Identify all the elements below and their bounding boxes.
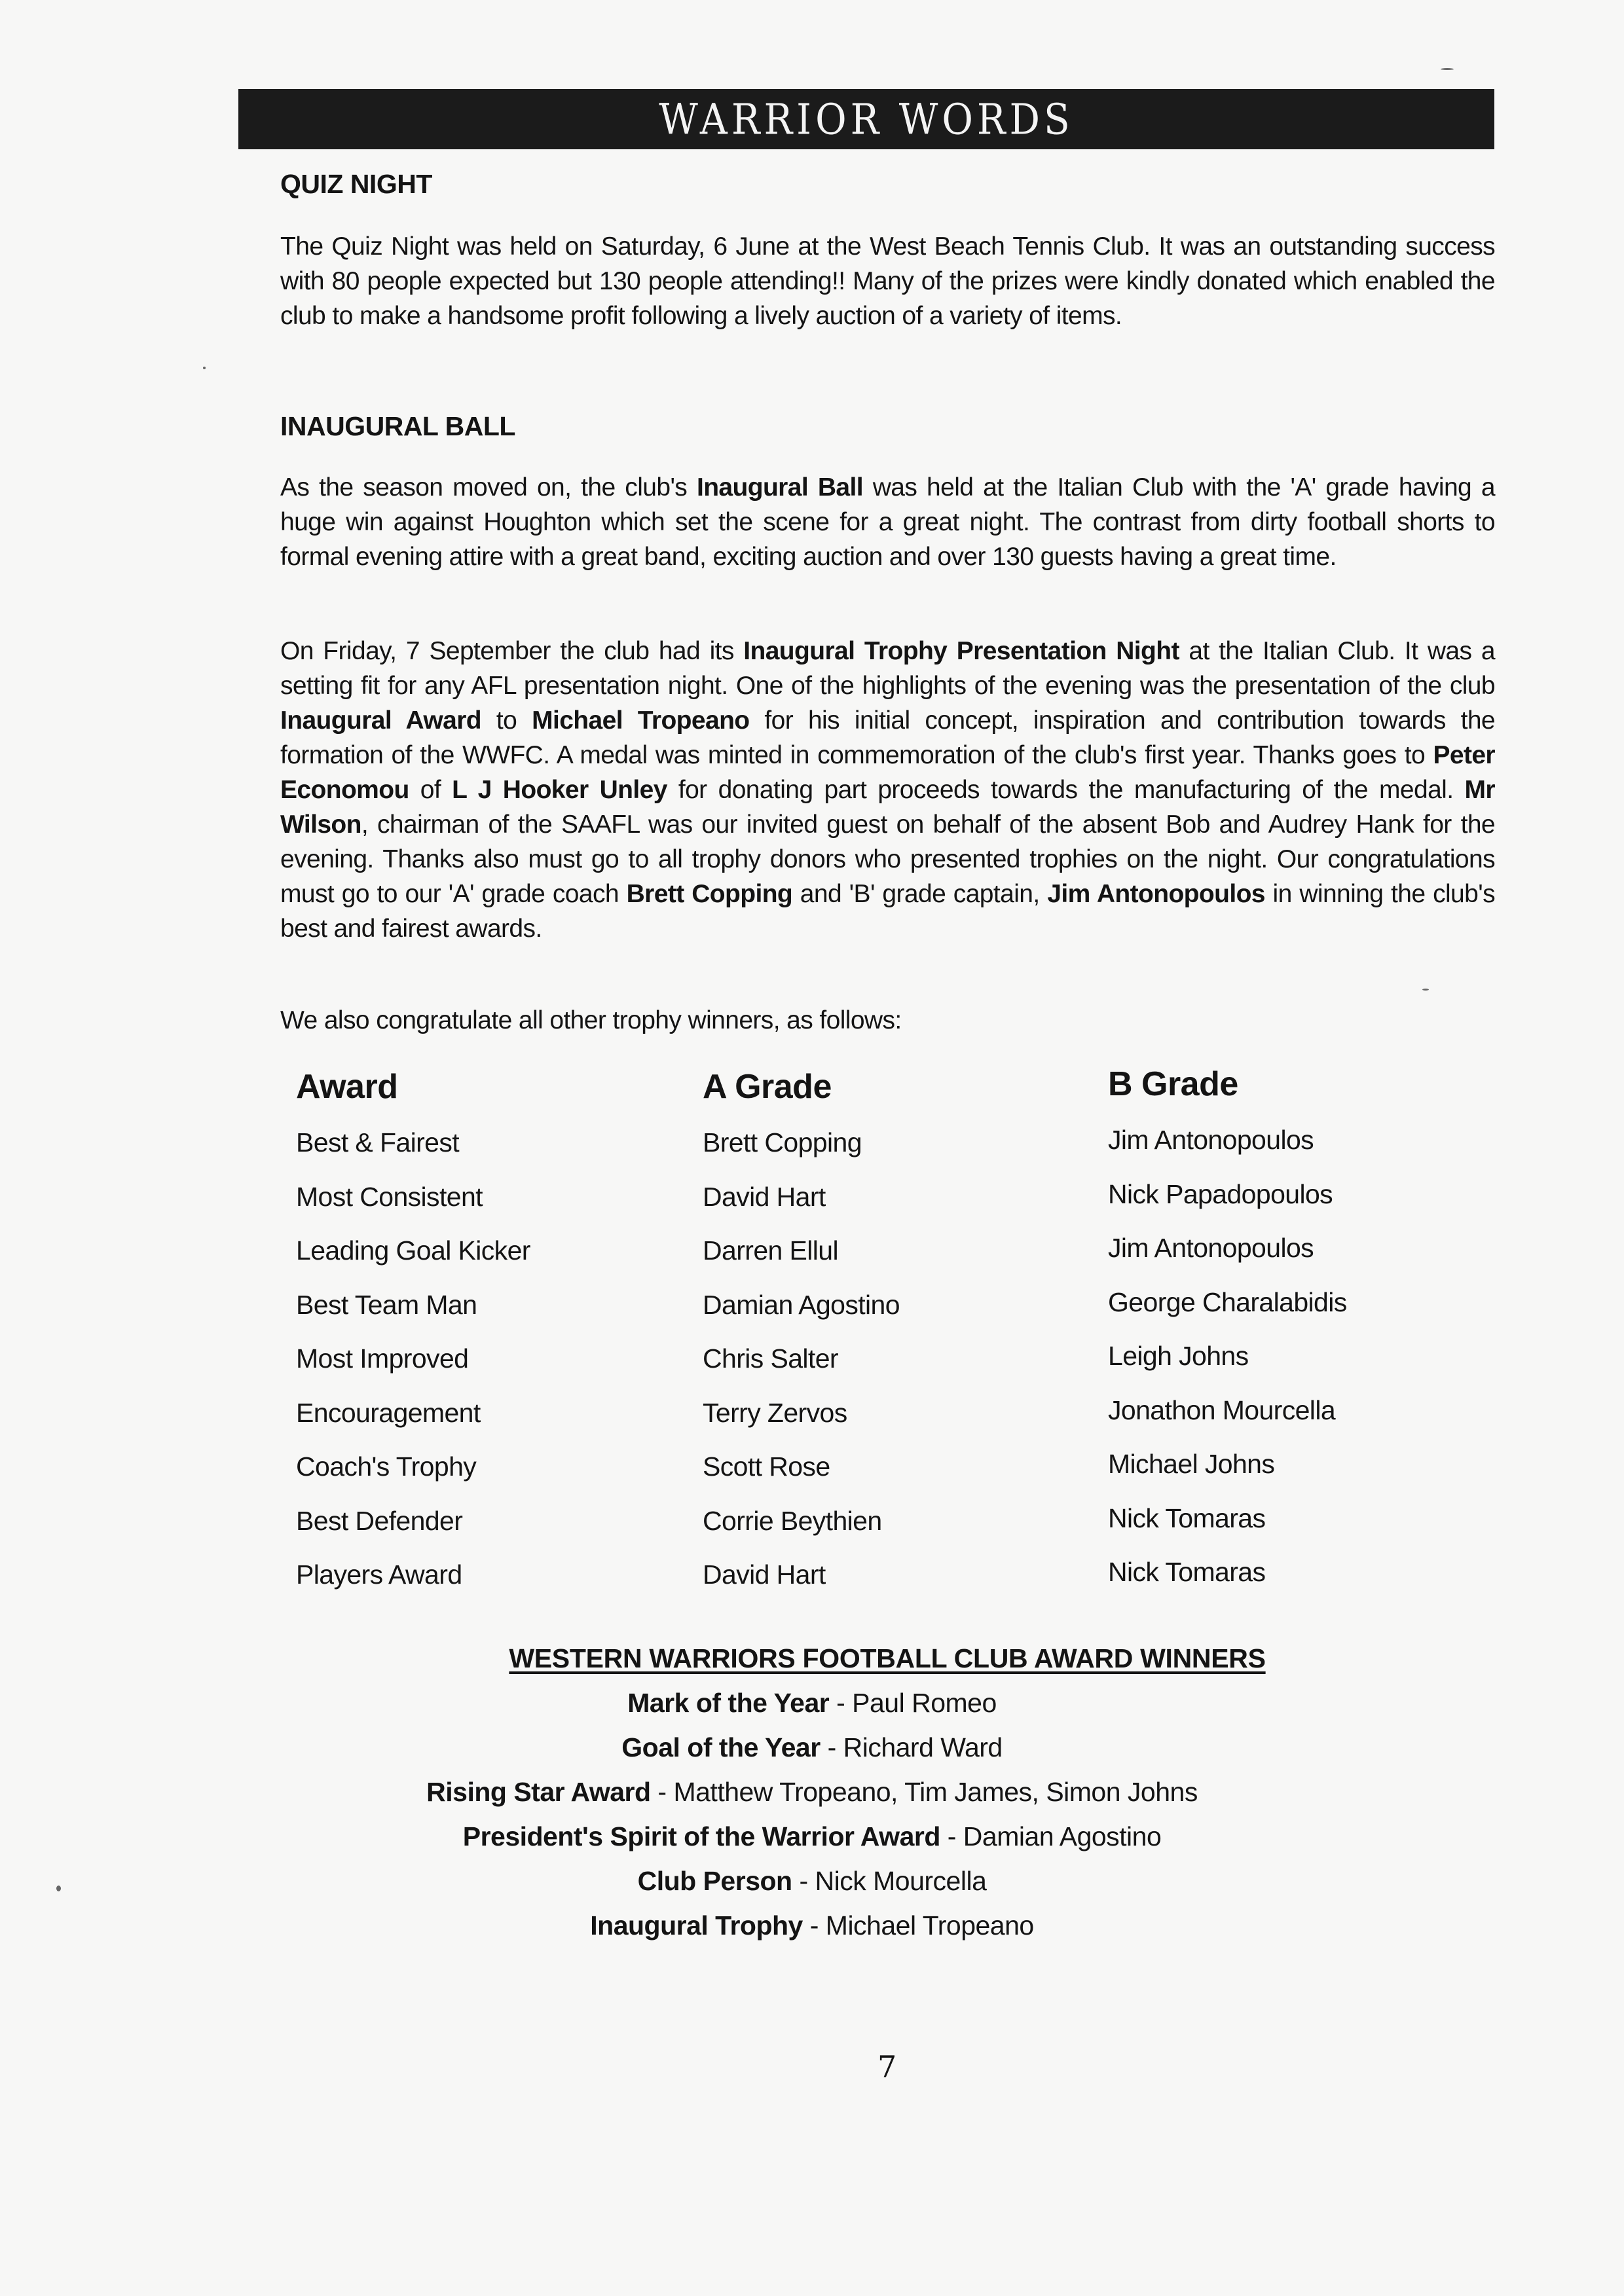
b-grade-column-header: B Grade [1108,1065,1238,1103]
a-grade-cell: Brett Copping [703,1127,862,1157]
a-grade-cell: Scott Rose [703,1451,830,1482]
a-grade-cell: Darren Ellul [703,1235,838,1266]
page-number: 7 [877,2049,897,2085]
b-grade-cell: Nick Tomaras [1108,1503,1266,1533]
quiz-night-heading: QUIZ NIGHT [280,169,432,199]
b-grade-cell: Jim Antonopoulos [1108,1233,1314,1263]
club-award-line: Mark of the Year - Paul Romeo [627,1688,997,1718]
banner-title: WARRIOR WORDS [659,94,1074,145]
a-grade-cell: Corrie Beythien [703,1505,882,1536]
club-award-line: Club Person - Nick Mourcella [637,1866,987,1896]
trophy-winners-intro: We also congratulate all other trophy winners, as follows: [280,1006,902,1034]
award-column [296,1067,689,1614]
scan-speck [203,367,206,369]
scan-speck [1422,989,1429,991]
award-cell: Most Consistent [296,1181,483,1212]
award-cell: Best Team Man [296,1289,477,1320]
quiz-night-paragraph: The Quiz Night was held on Saturday, 6 June at the West Beach Tennis Club. It was an outstanding success with 80 people expected but 130 people attending!! Many of the prizes were kindly donated which enabled the club to make a handsome profit following a lively auction of a variety of items. [280,232,1495,330]
a-grade-column-header: A Grade [703,1068,832,1106]
b-grade-cell: Nick Tomaras [1108,1557,1266,1587]
club-award-line: Goal of the Year - Richard Ward [621,1732,1003,1762]
a-grade-column [703,1067,1096,1614]
a-grade-cell: Damian Agostino [703,1289,900,1320]
award-cell: Most Improved [296,1343,469,1374]
club-award-line: Rising Star Award - Matthew Tropeano, Tim James, Simon Johns [426,1777,1198,1807]
club-awards-title: WESTERN WARRIORS FOOTBALL CLUB AWARD WINNERS [509,1643,1266,1673]
b-grade-cell: Michael Johns [1108,1449,1275,1479]
b-grade-cell: Leigh Johns [1108,1341,1249,1371]
trophy-night-paragraph: On Friday, 7 September the club had its Inaugural Trophy Presentation Night at the Italian Club. It was a setting fit for any AFL presentation night. One of the highlights of the evening was the presentation of the club Inaugural Award to Michael Tropeano for his initial concept, inspiration and contribution towards the formation of the WWFC. A medal was minted in commemoration of the club's first year. Thanks goes to Peter Economou of L J Hooker Unley for donating part proceeds towards the manufacturing of the medal. Mr Wilson, chairman of the SAAFL was our invited guest on behalf of the absent Bob and Audrey Hank for the evening. Thanks also must go to all trophy donors who presented trophies on the night. Our congratulations must go to our 'A' grade coach Brett Copping and 'B' grade captain, Jim Antonopoulos in winning the club's best and fairest awards. [280,637,1496,943]
award-cell: Leading Goal Kicker [296,1235,530,1266]
a-grade-cell: Chris Salter [703,1343,838,1374]
b-grade-cell: George Charalabidis [1108,1286,1347,1317]
award-cell: Players Award [296,1559,462,1590]
inaugural-ball-heading: INAUGURAL BALL [280,411,515,441]
award-cell: Coach's Trophy [296,1451,477,1482]
b-grade-column [1108,1065,1501,1611]
b-grade-cell: Jonathon Mourcella [1108,1394,1336,1425]
b-grade-cell: Jim Antonopoulos [1108,1125,1314,1155]
inaugural-ball-paragraph: As the season moved on, the club's Inaugural Ball was held at the Italian Club with the 'A' grade having a huge win against Houghton which set the scene for a great night. The contrast from dirty football shorts to formal evening attire with a great band, exciting auction and over 130 guests having a great time. [280,473,1495,571]
a-grade-cell: David Hart [703,1181,826,1212]
award-cell: Best Defender [296,1505,463,1536]
b-grade-cell: Nick Papadopoulos [1108,1178,1333,1209]
award-cell: Best & Fairest [296,1127,460,1157]
a-grade-cell: David Hart [703,1559,826,1590]
scan-speck [1441,68,1454,70]
scan-speck [56,1886,61,1891]
club-award-line: President's Spirit of the Warrior Award - Damian Agostino [462,1821,1162,1851]
club-award-winners [0,1643,1624,1955]
award-cell: Encouragement [296,1397,481,1428]
award-column-header: Award [296,1068,398,1106]
club-award-line: Inaugural Trophy - Michael Tropeano [590,1910,1034,1941]
a-grade-cell: Terry Zervos [703,1397,847,1428]
banner [238,89,1494,149]
